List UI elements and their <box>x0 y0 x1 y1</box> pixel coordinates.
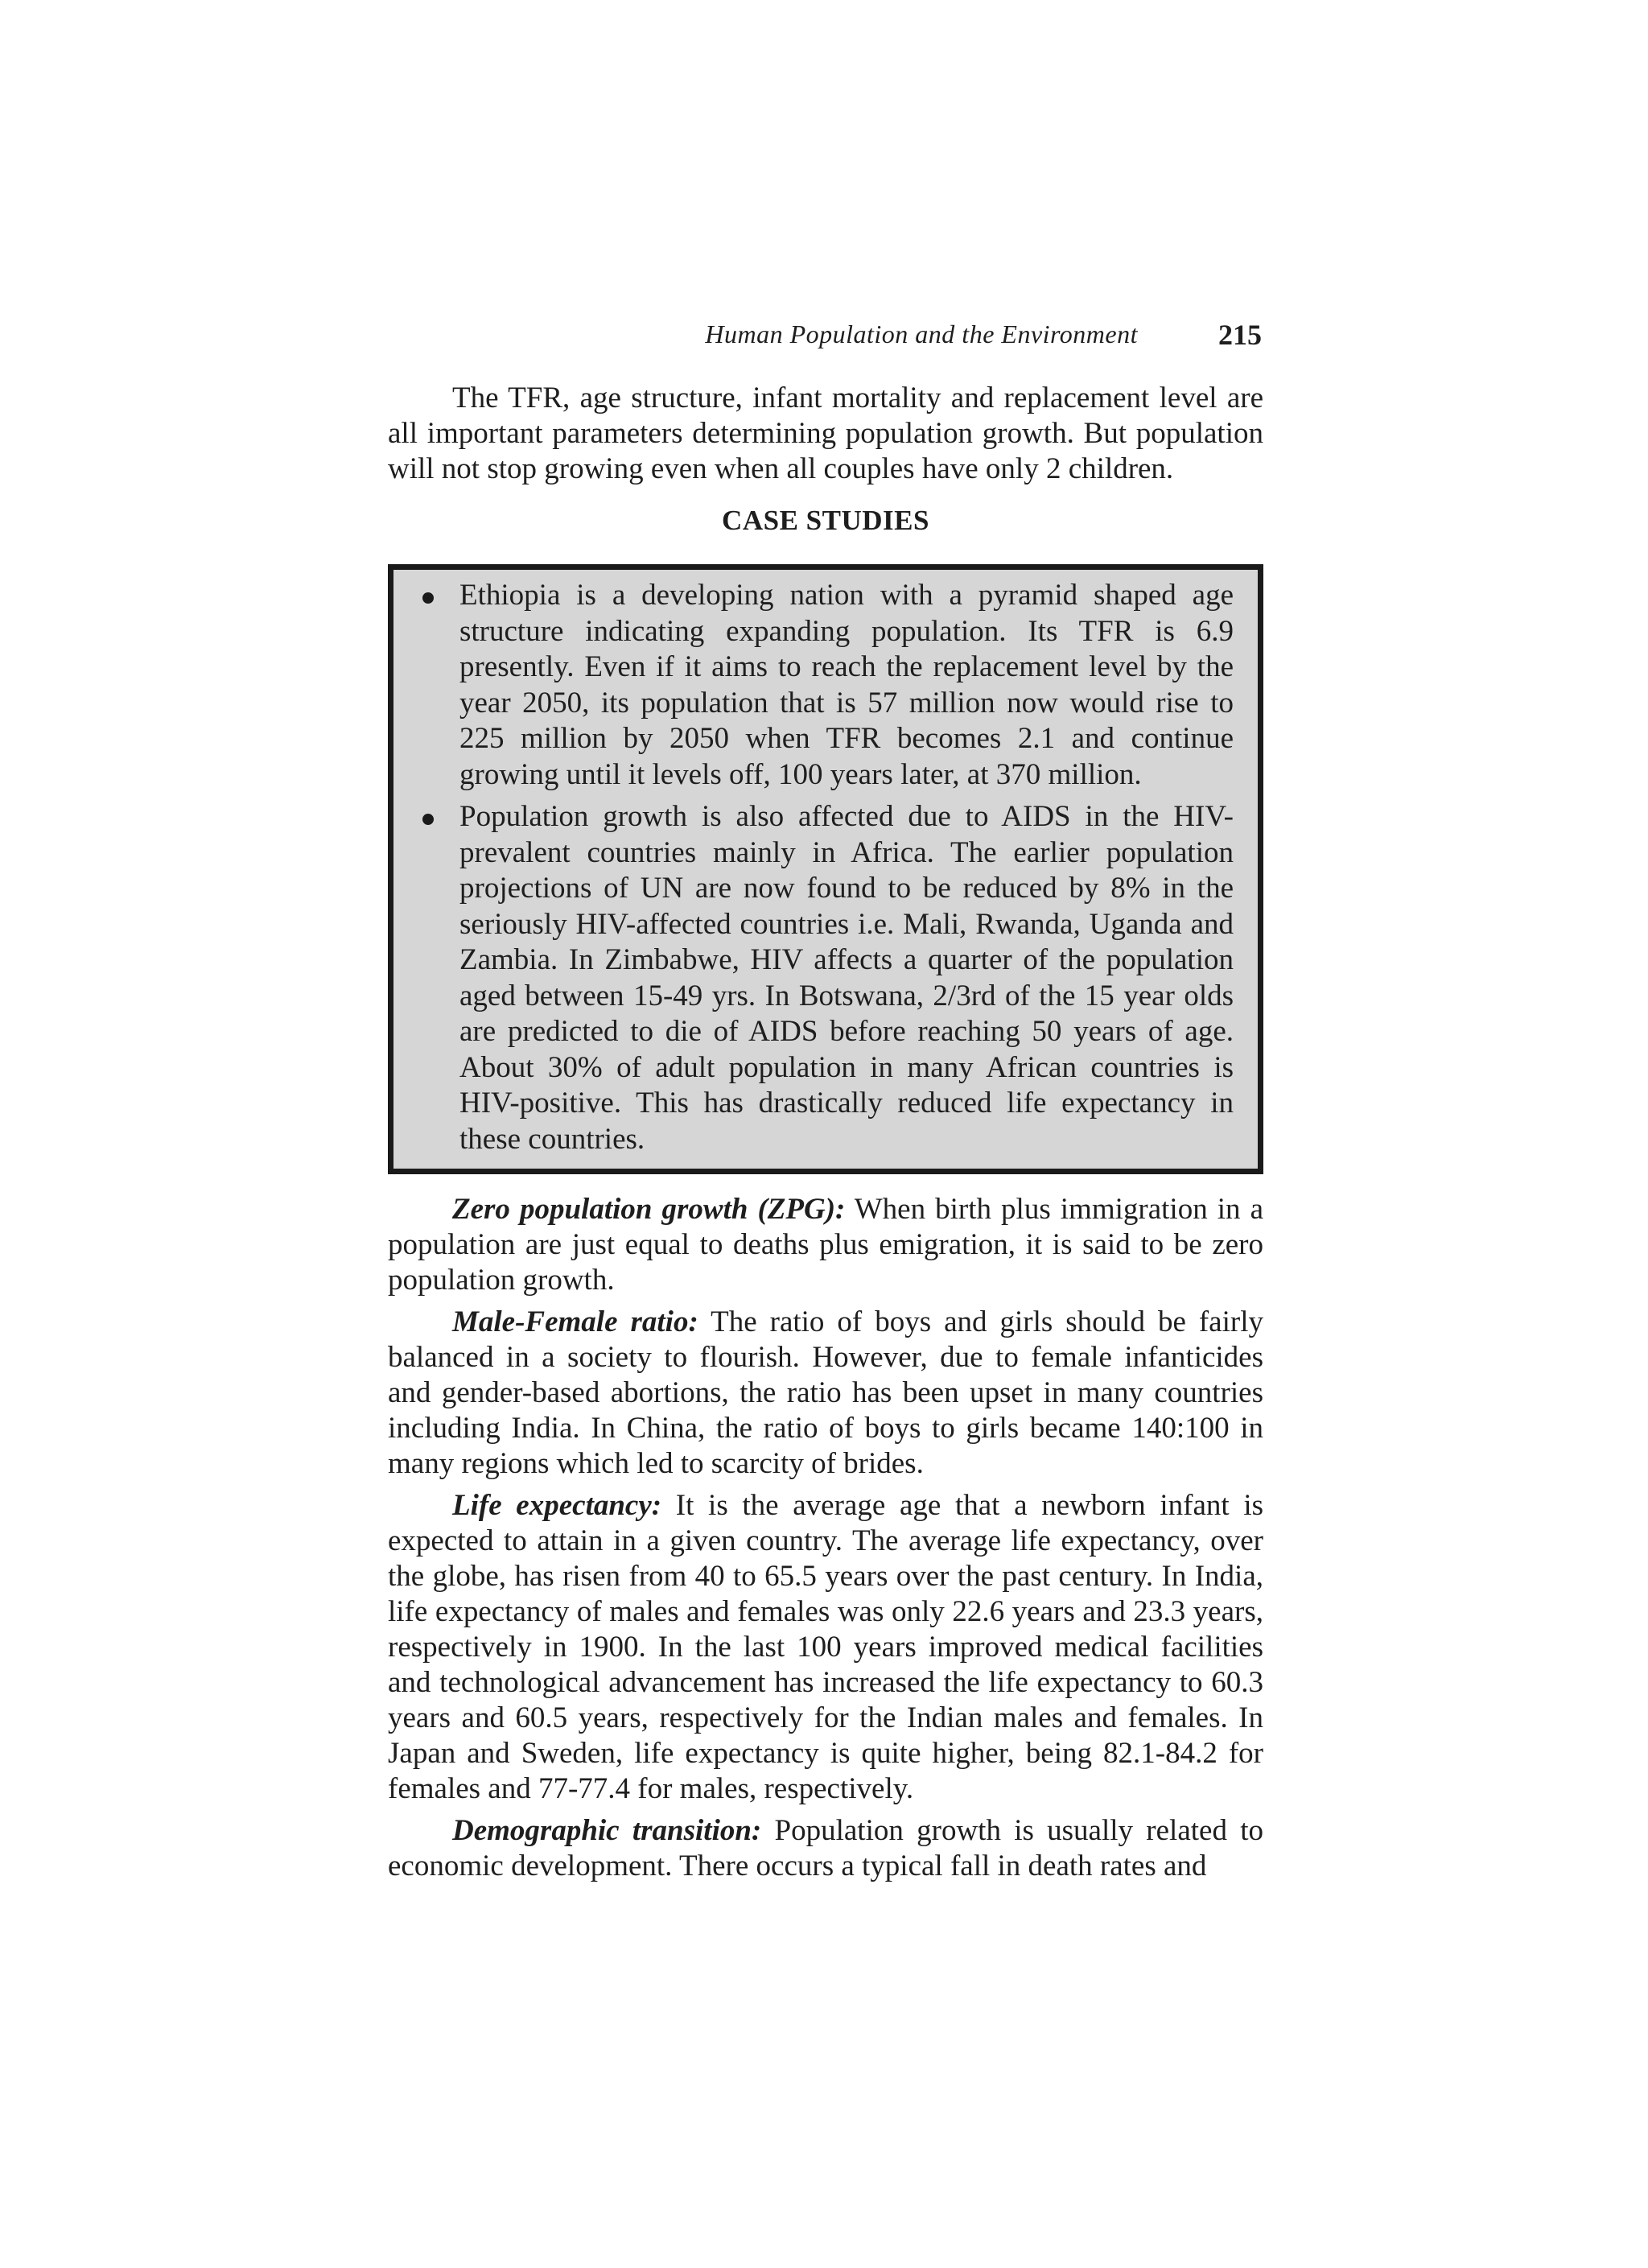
definition-paragraph <box>388 1488 1263 1807</box>
definition-paragraph <box>388 1813 1263 1884</box>
definition-text: It is the average age that a newborn infant is expected to attain in a given country. The average life expectancy, over the globe, has risen from 40 to 65.5 years over the past century. In India, life expectancy of males and females was only 22.6 years and 23.3 years, respectively in 1900. In the last 100 years improved medical facilities and technological advancement has increased the life expectancy to 60.3 years and 60.5 years, respectively for the Indian males and females. In Japan and Sweden, life expectancy is quite higher, being 82.1-84.2 for females and 77-77.4 for males, respectively. <box>388 1489 1263 1805</box>
case-study-text: Ethiopia is a developing nation with a pyramid shaped age structure indicating expanding population. Its TFR is 6.9 presently. Even if it aims to reach the replacement level by the year 2050, its population that is 57 million now would rise to 225 million by 2050 when TFR becomes 2.1 and continue growing until it levels off, 100 years later, at 370 million. <box>459 579 1234 791</box>
case-study-text: Population growth is also affected due to AIDS in the HIV-prevalent countries mainly in Africa. The earlier population projections of UN are now found to be reduced by 8% in the seriously HIV-affected countries i.e. Mali, Rwanda, Uganda and Zambia. In Zimbabwe, HIV affects a quarter of the population aged between 15-49 yrs. In Botswana, 2/3rd of the 15 year olds are predicted to die of AIDS before reaching 50 years of age. About 30% of adult population in many African countries is HIV-positive. This has drastically reduced life expectancy in these countries. <box>459 800 1234 1156</box>
definition-text: Population growth is usually related to economic development. There occurs a typical fall in death rates and <box>388 1814 1263 1882</box>
section-title: CASE STUDIES <box>722 505 929 536</box>
bullet-icon <box>422 814 434 825</box>
running-title: Human Population and the Environment <box>705 320 1138 348</box>
definition-term: Zero population growth (ZPG): <box>452 1193 846 1226</box>
definition-paragraph <box>388 1192 1263 1298</box>
definition-term: Life expectancy: <box>452 1489 662 1522</box>
definition-text: The ratio of boys and girls should be fairly balanced in a society to flourish. However, due to female infanticides and gender-based abortions, the ratio has been upset in many countries including India. In China, the ratio of boys to girls became 140:100 in many regions which led to scarcity of brides. <box>388 1305 1263 1480</box>
intro-paragraph: The TFR, age structure, infant mortality and replacement level are all important parameters determining population growth. But population will not stop growing even when all couples have only 2 children. <box>388 381 1263 485</box>
case-studies-list <box>414 578 1234 1157</box>
case-study-item <box>414 578 1234 793</box>
book-page <box>388 318 1263 1884</box>
bullet-icon <box>422 592 434 604</box>
definition-paragraph <box>388 1305 1263 1482</box>
definition-term: Demographic transition: <box>452 1814 762 1847</box>
case-study-item <box>414 799 1234 1157</box>
page-number: 215 <box>1218 319 1262 351</box>
definition-text: When birth plus immigration in a population are just equal to deaths plus emigration, it is said to be zero population growth. <box>388 1193 1263 1297</box>
definition-term: Male-Female ratio: <box>452 1305 698 1338</box>
running-header <box>388 318 1263 358</box>
case-studies-box <box>388 564 1263 1174</box>
